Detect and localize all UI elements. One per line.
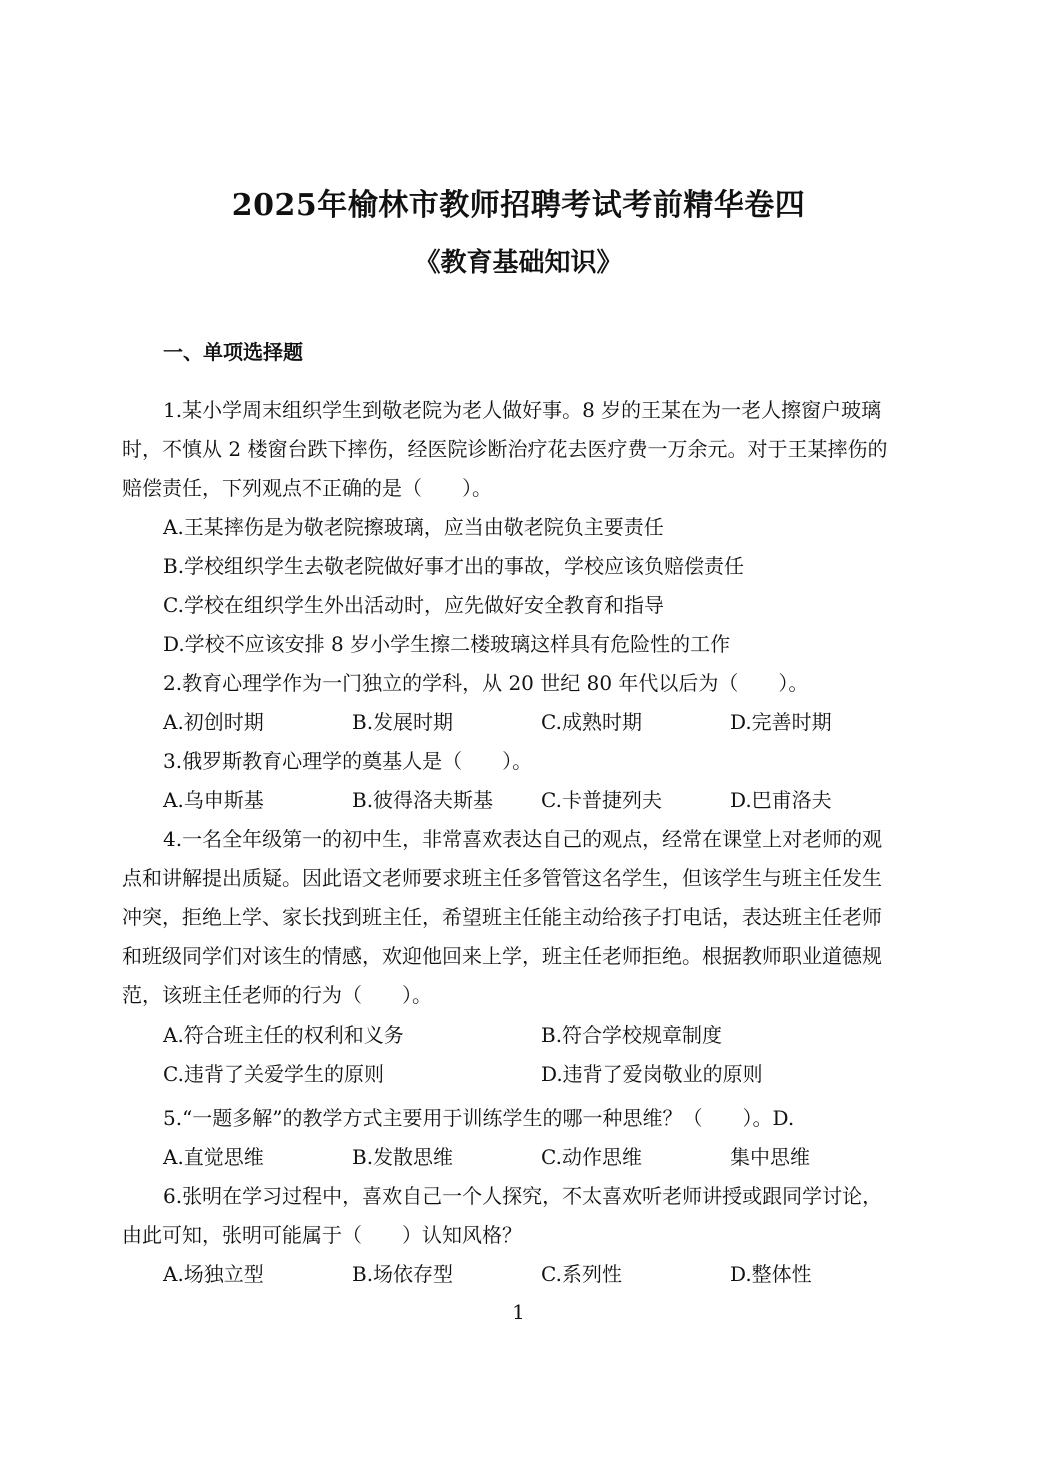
- question-2-option-a: A.初创时期: [163, 710, 264, 734]
- question-4-option-b: B.符合学校规章制度: [541, 1023, 723, 1047]
- question-5-option-d: 集中思维: [730, 1145, 810, 1169]
- page-number: 1: [512, 1300, 525, 1324]
- question-6-line: 6.张明在学习过程中，喜欢自己一个人探究，不太喜欢听老师讲授或跟同学讨论，: [163, 1184, 883, 1208]
- question-3-option-b: B.彼得洛夫斯基: [352, 788, 494, 812]
- question-5-option-a: A.直觉思维: [163, 1145, 264, 1169]
- section-heading: 一、单项选择题: [163, 340, 303, 364]
- question-6-option-b: B.场依存型: [352, 1262, 454, 1286]
- question-1-line: 时，不慎从 2 楼窗台跌下摔伤，经医院诊断治疗花去医疗费一万余元。对于王某摔伤的: [122, 437, 888, 461]
- question-4-line: 范，该班主任老师的行为（ ）。: [122, 983, 432, 1007]
- question-4-line: 冲突，拒绝上学、家长找到班主任，希望班主任能主动给孩子打电话，表达班主任老师: [122, 905, 882, 929]
- question-5-option-c: C.动作思维: [541, 1145, 642, 1169]
- question-1-line: 赔偿责任，下列观点不正确的是（ ）。: [122, 476, 492, 500]
- question-6-option-a: A.场独立型: [163, 1262, 264, 1286]
- question-3-option-d: D.巴甫洛夫: [730, 788, 832, 812]
- question-4-line: 点和讲解提出质疑。因此语文老师要求班主任多管管这名学生，但该学生与班主任发生: [122, 866, 882, 890]
- question-5-text: 5.“一题多解”的教学方式主要用于训练学生的哪一种思维？（ ）。D.: [163, 1106, 795, 1130]
- question-4-option-a: A.符合班主任的权利和义务: [163, 1023, 404, 1047]
- question-6-option-d: D.整体性: [730, 1262, 812, 1286]
- page-title: 2025年榆林市教师招聘考试考前精华卷四: [231, 188, 806, 223]
- question-4-option-c: C.违背了关爱学生的原则: [163, 1062, 384, 1086]
- question-3-text: 3.俄罗斯教育心理学的奠基人是（ ）。: [163, 749, 533, 773]
- question-5-option-b: B.发散思维: [352, 1145, 454, 1169]
- question-1-option-a: A.王某摔伤是为敬老院擦玻璃，应当由敬老院负主要责任: [163, 515, 664, 539]
- question-4-option-d: D.违背了爱岗敬业的原则: [541, 1062, 763, 1086]
- question-1-line: 1.某小学周末组织学生到敬老院为老人做好事。8 岁的王某在为一老人擦窗户玻璃: [163, 398, 882, 422]
- question-1-option-c: C.学校在组织学生外出活动时，应先做好安全教育和指导: [163, 593, 664, 617]
- question-2-option-d: D.完善时期: [730, 710, 832, 734]
- question-2-text: 2.教育心理学作为一门独立的学科，从 20 世纪 80 年代以后为（ ）。: [163, 671, 809, 695]
- question-3-option-c: C.卡普捷列夫: [541, 788, 662, 812]
- question-2-option-c: C.成熟时期: [541, 710, 642, 734]
- question-2-option-b: B.发展时期: [352, 710, 454, 734]
- page-subtitle: 《教育基础知识》: [414, 248, 623, 278]
- question-6-option-c: C.系列性: [541, 1262, 622, 1286]
- question-6-line: 由此可知，张明可能属于（ ）认知风格？: [122, 1223, 522, 1247]
- question-1-option-b: B.学校组织学生去敬老院做好事才出的事故，学校应该负赔偿责任: [163, 554, 745, 578]
- question-3-option-a: A.乌申斯基: [163, 788, 264, 812]
- question-1-option-d: D.学校不应该安排 8 岁小学生擦二楼玻璃这样具有危险性的工作: [163, 632, 731, 656]
- question-4-line: 和班级同学们对该生的情感，欢迎他回来上学，班主任老师拒绝。根据教师职业道德规: [122, 944, 882, 968]
- question-4-line: 4.一名全年级第一的初中生，非常喜欢表达自己的观点，经常在课堂上对老师的观: [163, 827, 883, 851]
